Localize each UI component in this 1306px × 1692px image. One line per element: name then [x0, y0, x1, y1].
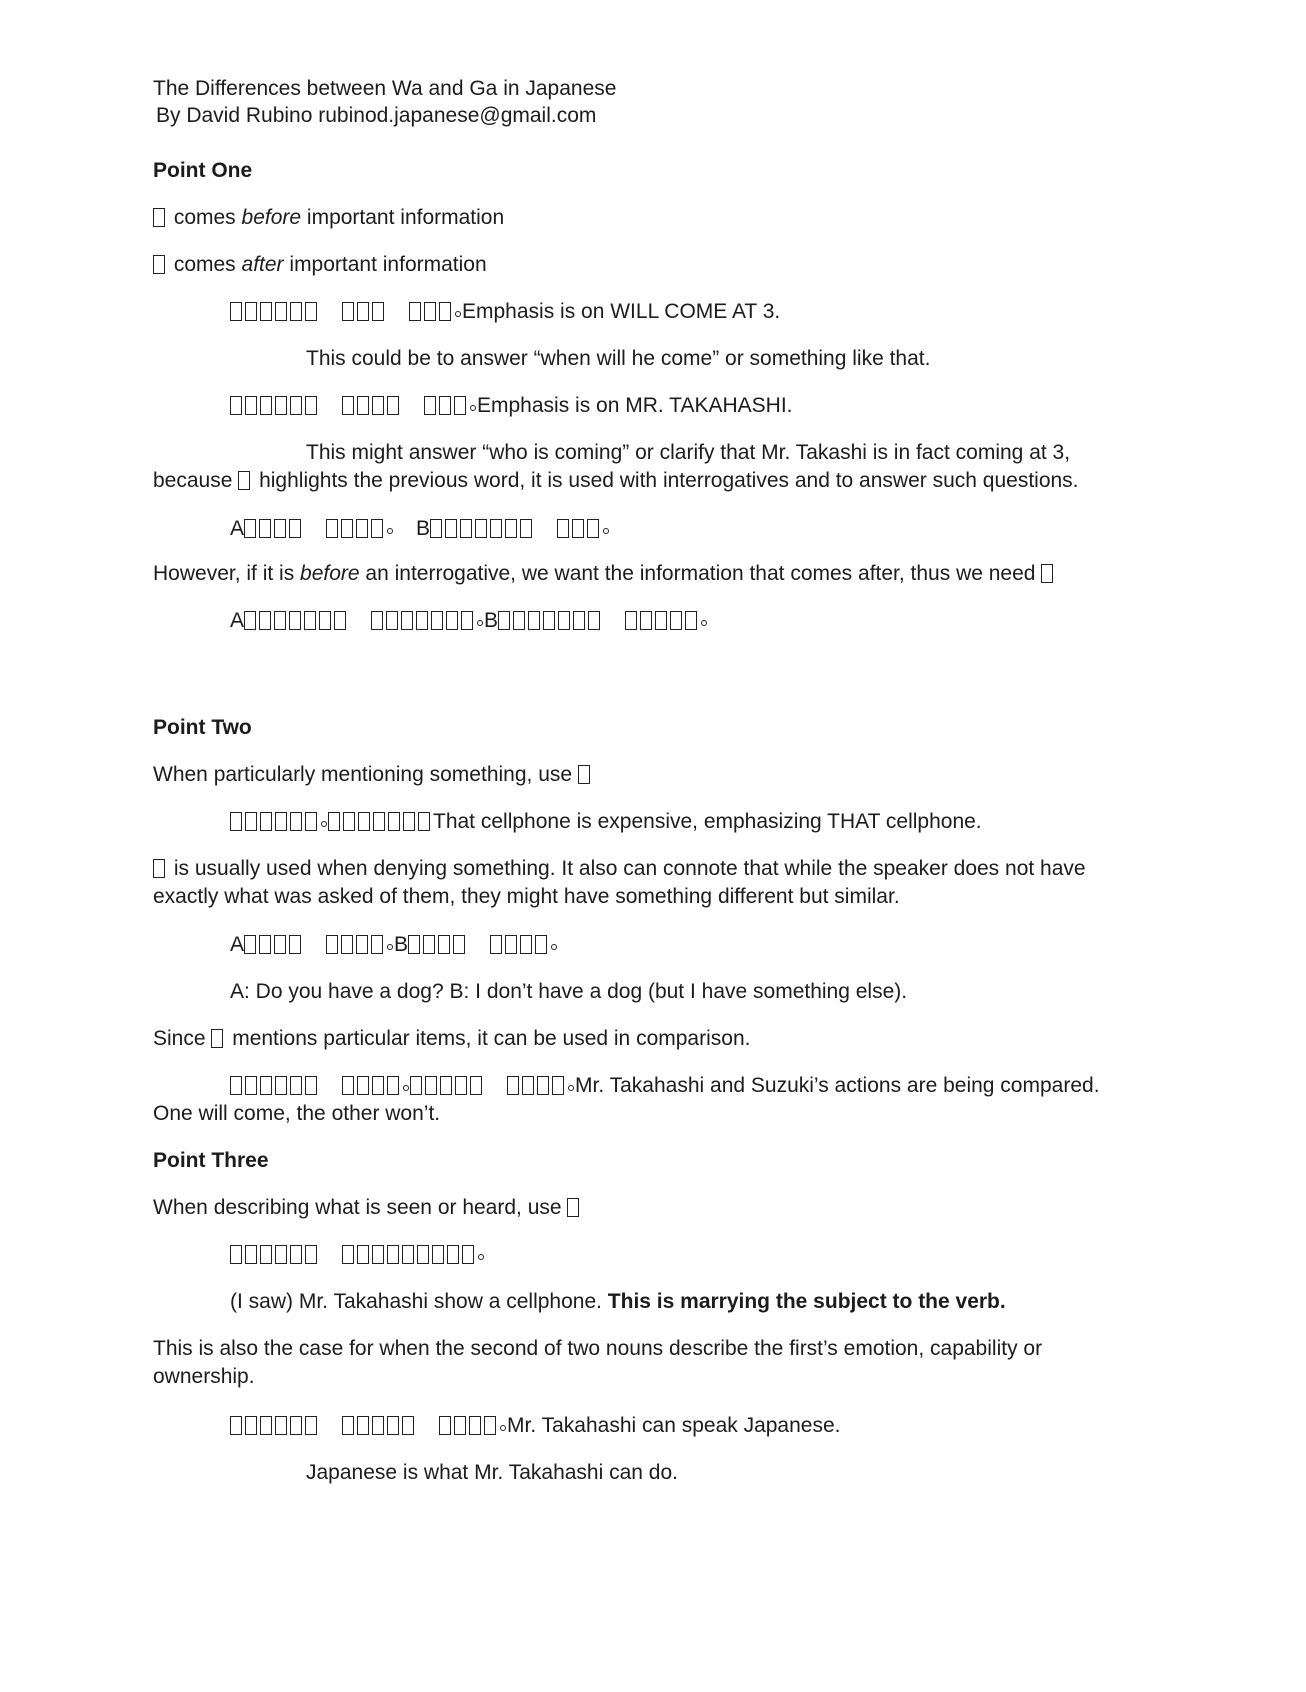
missing-glyph-icon: [274, 611, 286, 630]
period-glyph-icon: [478, 1254, 484, 1260]
missing-glyph-icon: [245, 812, 257, 831]
example-note: Mr. Takahashi and Suzuki’s actions are being compared.: [575, 1074, 1100, 1097]
missing-glyph-icon: [334, 611, 346, 630]
missing-glyph-icon: [153, 859, 165, 878]
missing-glyph-icon: [357, 1416, 369, 1435]
missing-glyph-icon: [259, 519, 271, 538]
missing-glyph-icon: [356, 935, 368, 954]
missing-glyph-icon: [341, 519, 353, 538]
missing-glyph-icon: [588, 611, 600, 630]
missing-glyph-run: [342, 1414, 499, 1437]
missing-glyph-run: [498, 609, 603, 632]
missing-glyph-icon: [387, 1416, 399, 1435]
example-note: That cellphone is expensive, emphasizing THAT cellphone.: [433, 810, 982, 833]
missing-glyph-icon: [490, 935, 502, 954]
missing-glyph-icon: [371, 519, 383, 538]
missing-glyph-icon: [535, 935, 547, 954]
missing-glyph-run: [342, 1074, 402, 1097]
missing-glyph-icon: [490, 519, 502, 538]
missing-glyph-icon: [275, 1245, 287, 1264]
missing-glyph-icon: [245, 1076, 257, 1095]
missing-glyph-run: [342, 394, 402, 417]
missing-glyph-icon: [245, 396, 257, 415]
document-title: The Differences between Wa and Ga in Japanese: [153, 77, 617, 100]
missing-glyph-icon: [290, 812, 302, 831]
missing-glyph-icon: [557, 519, 569, 538]
period-glyph-icon: [321, 821, 327, 827]
missing-glyph-icon: [305, 812, 317, 831]
missing-glyph-icon: [153, 255, 165, 274]
missing-glyph-run: [230, 394, 320, 417]
missing-glyph-icon: [342, 1245, 354, 1264]
missing-glyph-icon: [275, 1076, 287, 1095]
rule-after-line: comes after important information: [153, 250, 487, 280]
missing-glyph-run: [507, 1074, 567, 1097]
missing-glyph-icon: [558, 611, 570, 630]
example-explanation: This might answer “who is coming” or clarify that Mr. Takashi is in fact coming at 3,: [306, 441, 1071, 464]
missing-glyph-icon: [290, 1416, 302, 1435]
missing-glyph-icon: [454, 1416, 466, 1435]
missing-glyph-icon: [572, 519, 584, 538]
missing-glyph-icon: [372, 302, 384, 321]
missing-glyph-icon: [469, 1416, 481, 1435]
missing-glyph-icon: [425, 1076, 437, 1095]
missing-glyph-run: [371, 609, 476, 632]
example-note: Emphasis is on WILL COME AT 3.: [462, 300, 781, 323]
missing-glyph-icon: [260, 302, 272, 321]
missing-glyph-icon: [372, 1245, 384, 1264]
missing-glyph-icon: [461, 611, 473, 630]
missing-glyph-icon: [260, 1416, 272, 1435]
missing-glyph-run: [342, 300, 454, 323]
missing-glyph-icon: [289, 611, 301, 630]
missing-glyph-icon: [244, 611, 256, 630]
period-glyph-icon: [477, 620, 483, 626]
missing-glyph-icon: [475, 519, 487, 538]
missing-glyph-icon: [470, 1076, 482, 1095]
missing-glyph-icon: [401, 611, 413, 630]
missing-glyph-icon: [625, 611, 637, 630]
missing-glyph-run: [326, 517, 386, 540]
missing-glyph-icon: [305, 1076, 317, 1095]
missing-glyph-icon: [357, 1245, 369, 1264]
missing-glyph-icon: [244, 935, 256, 954]
missing-glyph-icon: [290, 302, 302, 321]
missing-glyph-icon: [289, 519, 301, 538]
missing-glyph-icon: [446, 611, 458, 630]
dialogue-example: A B: [230, 606, 708, 636]
missing-glyph-icon: [328, 812, 340, 831]
example-translation: (I saw) Mr. Takahashi show a cellphone. This is marrying the subject to the verb.: [230, 1290, 1006, 1313]
period-glyph-icon: [551, 944, 557, 950]
missing-glyph-icon: [432, 1245, 444, 1264]
point-two-heading: Point Two: [153, 716, 252, 739]
missing-glyph-run: [230, 1243, 320, 1266]
missing-glyph-icon: [275, 396, 287, 415]
missing-glyph-run: [230, 810, 320, 833]
missing-glyph-icon: [260, 1245, 272, 1264]
missing-glyph-icon: [587, 519, 599, 538]
missing-glyph-icon: [274, 935, 286, 954]
missing-glyph-run: [424, 394, 469, 417]
missing-glyph-icon: [387, 396, 399, 415]
missing-glyph-icon: [439, 302, 451, 321]
missing-glyph-run: [230, 300, 320, 323]
period-glyph-icon: [701, 620, 707, 626]
missing-glyph-icon: [230, 1416, 242, 1435]
missing-glyph-icon: [260, 1076, 272, 1095]
missing-glyph-run: [326, 933, 386, 956]
paragraph-line: When describing what is seen or heard, use: [153, 1193, 582, 1223]
missing-glyph-icon: [439, 396, 451, 415]
paragraph-line: Since mentions particular items, it can be used in comparison.: [153, 1027, 751, 1050]
document-byline: By David Rubino rubinod.japanese@gmail.com: [156, 104, 597, 127]
missing-glyph-icon: [402, 1416, 414, 1435]
missing-glyph-run: [244, 609, 349, 632]
missing-glyph-icon: [326, 519, 338, 538]
missing-glyph-icon: [455, 1076, 467, 1095]
missing-glyph-icon: [305, 1416, 317, 1435]
point-three-heading: Point Three: [153, 1149, 269, 1172]
missing-glyph-icon: [418, 812, 430, 831]
missing-glyph-icon: [640, 611, 652, 630]
missing-glyph-icon: [304, 611, 316, 630]
missing-glyph-icon: [453, 935, 465, 954]
missing-glyph-icon: [373, 812, 385, 831]
missing-glyph-icon: [342, 1416, 354, 1435]
point-one-heading: Point One: [153, 159, 253, 182]
example-note: Emphasis is on MR. TAKAHASHI.: [477, 394, 793, 417]
dialogue-example: A B: [230, 930, 558, 960]
missing-glyph-icon: [460, 519, 472, 538]
missing-glyph-icon: [245, 302, 257, 321]
example-sentence: [230, 1240, 485, 1270]
missing-glyph-icon: [371, 611, 383, 630]
missing-glyph-icon: [424, 302, 436, 321]
missing-glyph-run: [328, 810, 433, 833]
missing-glyph-icon: [505, 935, 517, 954]
missing-glyph-icon: [430, 519, 442, 538]
missing-glyph-icon: [520, 935, 532, 954]
missing-glyph-icon: [260, 812, 272, 831]
missing-glyph-icon: [438, 935, 450, 954]
missing-glyph-run: [244, 933, 304, 956]
missing-glyph-icon: [484, 1416, 496, 1435]
paragraph-line: When particularly mentioning something, use: [153, 760, 593, 790]
missing-glyph-icon: [357, 302, 369, 321]
missing-glyph-icon: [153, 208, 165, 227]
missing-glyph-icon: [356, 519, 368, 538]
missing-glyph-icon: [357, 396, 369, 415]
missing-glyph-icon: [357, 1076, 369, 1095]
paragraph-line: ownership.: [153, 1365, 255, 1388]
missing-glyph-icon: [275, 302, 287, 321]
paragraph-line: However, if it is before an interrogative, we want the information that comes after, thus we need: [153, 559, 1056, 589]
paragraph-line: This is also the case for when the second of two nouns describe the first’s emotion, capability or: [153, 1337, 1043, 1360]
missing-glyph-icon: [505, 519, 517, 538]
missing-glyph-run: [625, 609, 700, 632]
missing-glyph-icon: [290, 1076, 302, 1095]
missing-glyph-run: [557, 517, 602, 540]
paragraph-line: is usually used when denying something. It also can connote that while the speaker does not have: [153, 854, 1086, 884]
example-sentence: [230, 1071, 1100, 1101]
example-sentence: [230, 807, 982, 837]
missing-glyph-icon: [230, 396, 242, 415]
missing-glyph-icon: [386, 611, 398, 630]
missing-glyph-icon: [462, 1245, 474, 1264]
missing-glyph-icon: [447, 1245, 459, 1264]
missing-glyph-icon: [290, 1245, 302, 1264]
missing-glyph-icon: [371, 935, 383, 954]
missing-glyph-icon: [409, 302, 421, 321]
example-explanation: This could be to answer “when will he come” or something like that.: [306, 347, 931, 370]
missing-glyph-icon: [244, 519, 256, 538]
dialogue-example: A B: [230, 514, 610, 544]
missing-glyph-icon: [343, 812, 355, 831]
missing-glyph-icon: [372, 1416, 384, 1435]
missing-glyph-icon: [305, 1245, 317, 1264]
period-glyph-icon: [500, 1425, 506, 1431]
missing-glyph-icon: [342, 1076, 354, 1095]
missing-glyph-run: [342, 1243, 477, 1266]
missing-glyph-icon: [245, 1245, 257, 1264]
missing-glyph-run: [408, 933, 468, 956]
missing-glyph-icon: [445, 519, 457, 538]
missing-glyph-icon: [274, 519, 286, 538]
missing-glyph-icon: [305, 396, 317, 415]
missing-glyph-icon: [670, 611, 682, 630]
missing-glyph-run: [490, 933, 550, 956]
example-note: Mr. Takahashi can speak Japanese.: [507, 1414, 841, 1437]
missing-glyph-icon: [341, 935, 353, 954]
missing-glyph-icon: [230, 812, 242, 831]
missing-glyph-icon: [543, 611, 555, 630]
missing-glyph-icon: [238, 471, 250, 490]
missing-glyph-icon: [431, 611, 443, 630]
missing-glyph-icon: [275, 1416, 287, 1435]
missing-glyph-icon: [537, 1076, 549, 1095]
missing-glyph-run: [230, 1074, 320, 1097]
missing-glyph-icon: [372, 396, 384, 415]
missing-glyph-run: [410, 1074, 485, 1097]
missing-glyph-icon: [230, 1076, 242, 1095]
example-sentence: [230, 391, 792, 421]
missing-glyph-run: [244, 517, 304, 540]
missing-glyph-icon: [387, 1076, 399, 1095]
missing-glyph-icon: [567, 1198, 579, 1217]
missing-glyph-icon: [230, 1245, 242, 1264]
missing-glyph-icon: [454, 396, 466, 415]
missing-glyph-icon: [289, 935, 301, 954]
missing-glyph-icon: [573, 611, 585, 630]
missing-glyph-icon: [439, 1416, 451, 1435]
missing-glyph-icon: [498, 611, 510, 630]
missing-glyph-icon: [513, 611, 525, 630]
missing-glyph-icon: [245, 1416, 257, 1435]
period-glyph-icon: [568, 1085, 574, 1091]
period-glyph-icon: [455, 311, 461, 317]
missing-glyph-icon: [440, 1076, 452, 1095]
missing-glyph-icon: [402, 1245, 414, 1264]
missing-glyph-icon: [403, 812, 415, 831]
period-glyph-icon: [603, 528, 609, 534]
example-sentence: [230, 297, 780, 327]
missing-glyph-icon: [423, 935, 435, 954]
missing-glyph-icon: [1041, 564, 1053, 583]
missing-glyph-icon: [290, 396, 302, 415]
missing-glyph-icon: [388, 812, 400, 831]
missing-glyph-icon: [528, 611, 540, 630]
period-glyph-icon: [403, 1085, 409, 1091]
missing-glyph-icon: [260, 396, 272, 415]
missing-glyph-icon: [387, 1245, 399, 1264]
missing-glyph-icon: [520, 519, 532, 538]
missing-glyph-icon: [211, 1029, 223, 1048]
example-sentence: [230, 1411, 841, 1441]
paragraph-line: because highlights the previous word, it is used with interrogatives and to answer such questions.: [153, 469, 1079, 492]
example-explanation: Japanese is what Mr. Takahashi can do.: [306, 1461, 679, 1484]
period-glyph-icon: [470, 405, 476, 411]
missing-glyph-icon: [417, 1245, 429, 1264]
missing-glyph-icon: [319, 611, 331, 630]
missing-glyph-run: [430, 517, 535, 540]
paragraph-line: One will come, the other won’t.: [153, 1102, 441, 1125]
missing-glyph-icon: [410, 1076, 422, 1095]
missing-glyph-icon: [326, 935, 338, 954]
rule-before-line: comes before important information: [153, 203, 504, 233]
missing-glyph-run: [230, 1414, 320, 1437]
missing-glyph-icon: [275, 812, 287, 831]
missing-glyph-icon: [685, 611, 697, 630]
missing-glyph-icon: [507, 1076, 519, 1095]
missing-glyph-icon: [305, 302, 317, 321]
missing-glyph-icon: [259, 611, 271, 630]
missing-glyph-icon: [342, 302, 354, 321]
missing-glyph-icon: [408, 935, 420, 954]
example-translation: A: Do you have a dog? B: I don’t have a dog (but I have something else).: [230, 980, 908, 1003]
missing-glyph-icon: [416, 611, 428, 630]
period-glyph-icon: [387, 944, 393, 950]
missing-glyph-icon: [578, 765, 590, 784]
missing-glyph-icon: [230, 302, 242, 321]
missing-glyph-icon: [259, 935, 271, 954]
missing-glyph-icon: [358, 812, 370, 831]
missing-glyph-icon: [424, 396, 436, 415]
paragraph-line: exactly what was asked of them, they might have something different but similar.: [153, 885, 900, 908]
period-glyph-icon: [387, 528, 393, 534]
missing-glyph-icon: [522, 1076, 534, 1095]
missing-glyph-icon: [342, 396, 354, 415]
missing-glyph-icon: [552, 1076, 564, 1095]
missing-glyph-icon: [655, 611, 667, 630]
missing-glyph-icon: [372, 1076, 384, 1095]
